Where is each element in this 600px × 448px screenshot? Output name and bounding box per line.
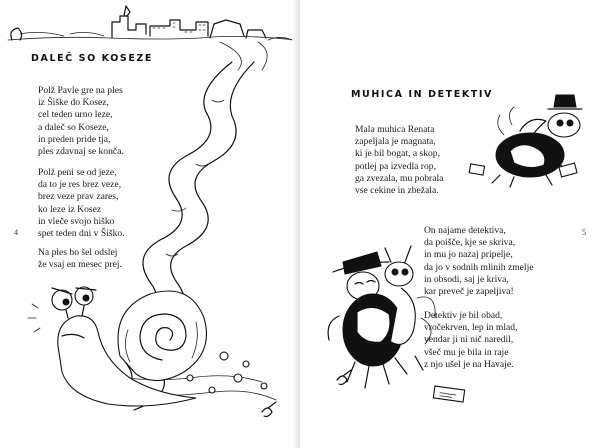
verse-line: in obsodi, saj je kriva, — [424, 273, 509, 285]
verse-line: potlej pa izvedla rop, — [355, 160, 436, 172]
poem-title: DALEČ SO KOSEZE — [31, 53, 154, 64]
fly-robbery-illustration — [490, 95, 595, 195]
detective-fly-illustration — [325, 232, 445, 397]
right-page — [300, 0, 600, 448]
verse-line: On najame detektiva, — [424, 225, 506, 236]
verse-line: in mu jo nazaj pripelje, — [424, 249, 513, 261]
verse-line: in vleče svojo hiško — [38, 215, 115, 227]
verse-line: kar preveč je zapeljiva! — [424, 286, 514, 298]
verse-line: brez veze prav zares, — [38, 191, 119, 203]
verse-line: da to je res brez veze, — [38, 179, 122, 191]
page-number: 4 — [14, 228, 18, 237]
verse-line: ki je bil bogat, a skop, — [355, 148, 440, 160]
money-note-illustration — [432, 384, 472, 404]
verse-line: Na ples bo šel odslej — [38, 247, 118, 258]
snail-trail-illustration — [0, 60, 300, 448]
verse-line: vendar ji ni nič naredil, — [424, 334, 514, 346]
verse-line: všeč mu je bila in raje — [424, 346, 509, 358]
verse-line: iz Šiške do Kosez, — [38, 97, 109, 109]
verse-line: a daleč so Koseze, — [38, 121, 109, 133]
stanza-1 — [355, 124, 443, 197]
verse-line: z njo ušel je na Havaje. — [424, 358, 514, 370]
verse-line: in preden pride tja, — [38, 133, 111, 145]
verse-line: ga zvezala, mu pobrala — [355, 172, 444, 184]
verse-line: Detektiv je bil obad, — [424, 310, 503, 321]
verse-line: spet teden dni v Šiško. — [38, 228, 125, 240]
verse-line: da jo v sodnih mlinih zmelje — [424, 261, 534, 273]
poem-title: MUHICA IN DETEKTIV — [351, 89, 493, 100]
verse-line: ko leze iz Kosez — [38, 203, 102, 215]
verse-line: da poišče, kje se skriva, — [424, 237, 516, 249]
verse-line: že vsaj en mesec prej. — [38, 259, 122, 271]
verse-line: vročekrven, lep in mlad, — [424, 322, 518, 334]
page-number: 5 — [582, 228, 586, 237]
verse-line: Polž peni se od jeze, — [38, 167, 117, 178]
verse-line: cel teden urno leze, — [38, 109, 113, 121]
verse-line: zapeljala je magnata, — [355, 136, 436, 148]
verse-line: Mala muhica Renata — [355, 124, 435, 135]
verse-line: ples zdavnaj se konča. — [38, 146, 124, 158]
verse-line: Polž Pavle gre na ples — [38, 85, 123, 96]
verse-line: vse cekine in zbežala. — [355, 185, 439, 197]
